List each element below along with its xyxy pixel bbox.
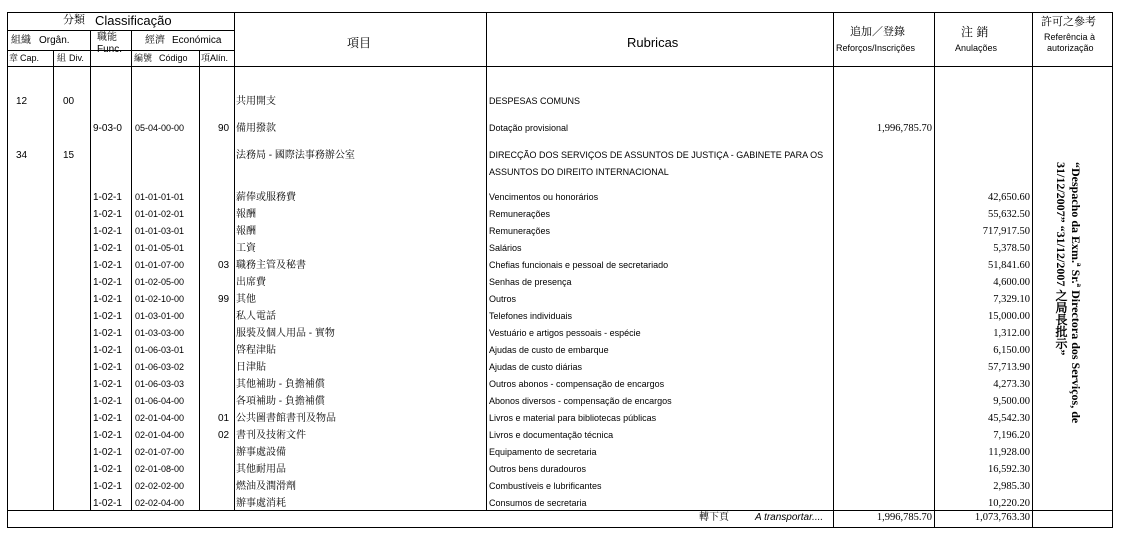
functional-cell: 1-02-1: [93, 362, 122, 373]
table-row: [7, 260, 1113, 274]
table-row: [7, 243, 1113, 257]
table-row: [7, 226, 1113, 240]
item-zh-cell: 各項補助 - 負擔補償: [236, 396, 325, 407]
cancellation-cell: 15,000.00: [988, 311, 1030, 322]
functional-label: Func.: [97, 44, 123, 55]
functional-cell: 1-02-1: [93, 413, 122, 424]
functional-cell: 1-02-1: [93, 260, 122, 271]
carry-forward-zh-label: 轉下頁: [699, 512, 729, 523]
code-cell: 02-02-02-00: [135, 481, 185, 491]
rubrica-cell: Outros abonos - compensação de encargos: [489, 379, 665, 389]
cancellation-cell: 55,632.50: [988, 209, 1030, 220]
item-zh-cell: 辦事處消耗: [236, 498, 286, 509]
reinforcement-cell: 1,996,785.70: [876, 123, 932, 134]
table-row: [7, 447, 1113, 461]
code-cell: 01-01-07-00: [135, 260, 185, 270]
table-row: [7, 167, 1113, 181]
rubricas-header: Rubricas: [627, 35, 679, 50]
functional-cell: 1-02-1: [93, 243, 122, 254]
rubrica-cell: Ajudas de custo de embarque: [489, 345, 609, 355]
code-cell: 05-04-00-00: [135, 123, 185, 133]
functional-cell: 1-02-1: [93, 345, 122, 356]
code-cell: 01-06-04-00: [135, 396, 185, 406]
code-cell: 02-01-08-00: [135, 464, 185, 474]
item-zh-cell: 薪俸或服務費: [236, 192, 296, 203]
functional-cell: 1-02-1: [93, 226, 122, 237]
cancellation-cell: 6,150.00: [993, 345, 1030, 356]
item-zh-cell: 書刊及技術文件: [236, 430, 306, 441]
cancellation-cell: 2,985.30: [993, 481, 1030, 492]
rubrica-cell: Vencimentos ou honorários: [489, 192, 599, 202]
chapter-cell: 34: [16, 150, 28, 161]
code-label: Código: [159, 53, 188, 63]
item-zh-cell: 職務主管及秘書: [236, 260, 306, 271]
code-cell: 01-01-05-01: [135, 243, 185, 253]
table-row: [7, 345, 1113, 359]
cancellation-cell: 16,592.30: [988, 464, 1030, 475]
alinea-cell: 02: [218, 430, 230, 441]
rubrica-cell: Chefias funcionais e pessoal de secretariado: [489, 260, 669, 270]
division-cell: 15: [63, 150, 75, 161]
alinea-cell: 01: [218, 413, 230, 424]
reinforcements-header: Reforços/Inscrições: [836, 43, 916, 53]
rubrica-cell: DIRECÇÃO DOS SERVIÇOS DE ASSUNTOS DE JUSTIÇA - GABINETE PARA OS: [489, 150, 824, 160]
functional-cell: 1-02-1: [93, 277, 122, 288]
authorization-header-line2: autorização: [1047, 43, 1094, 53]
item-zh-cell: 報酬: [236, 226, 256, 237]
table-row: [7, 277, 1113, 291]
items-header: 項目: [347, 36, 372, 50]
alinea-cell: 03: [218, 260, 230, 271]
rubrica-cell: Remunerações: [489, 226, 551, 236]
item-zh-cell: 燃油及潤滑劑: [236, 481, 296, 492]
table-row: [7, 481, 1113, 495]
code-cell: 01-06-03-02: [135, 362, 185, 372]
total-cancellations: 1,073,763.30: [974, 512, 1030, 523]
code-zh-label: 編號: [134, 53, 153, 63]
table-row: [7, 328, 1113, 342]
item-zh-cell: 報酬: [236, 209, 256, 220]
rubrica-cell: Equipamento de secretaria: [489, 447, 597, 457]
chapter-cell: 12: [16, 96, 28, 107]
functional-cell: 1-02-1: [93, 396, 122, 407]
authorization-header-line1: Referência à: [1044, 32, 1096, 42]
organic-zh-label: 組織: [11, 35, 31, 46]
rubrica-cell: DESPESAS COMUNS: [489, 96, 581, 106]
alinea-cell: 99: [218, 294, 230, 305]
rubrica-cell: Salários: [489, 243, 522, 253]
item-zh-cell: 工資: [236, 243, 256, 254]
item-zh-cell: 服裝及個人用品 - 實物: [236, 328, 335, 339]
authorization-reference: “Despacho da Exm.ª Sr.ª Directora dos Serviços, de 31/12/2007” “31/12/2007 之局長批示”: [1054, 162, 1083, 424]
division-zh-label: 組: [57, 53, 67, 63]
item-zh-cell: 公共圖書館書刊及物品: [236, 413, 336, 424]
budget-table: [7, 12, 1113, 528]
rubrica-cell: Dotação provisional: [489, 123, 569, 133]
table-row: [7, 362, 1113, 376]
table-row: [7, 430, 1113, 444]
item-zh-cell: 其他: [236, 294, 256, 305]
economic-zh-label: 經濟: [145, 35, 165, 46]
chapter-zh-label: 章: [9, 53, 19, 63]
code-cell: 01-01-02-01: [135, 209, 185, 219]
functional-cell: 1-02-1: [93, 498, 122, 509]
table-row: [7, 192, 1113, 206]
cancellation-cell: 51,841.60: [988, 260, 1030, 271]
cancellation-cell: 57,713.90: [988, 362, 1030, 373]
functional-cell: 9-03-0: [93, 123, 122, 134]
rubrica-cell: Abonos diversos - compensação de encargos: [489, 396, 672, 406]
code-cell: 02-02-04-00: [135, 498, 185, 508]
cancellation-cell: 45,542.30: [988, 413, 1030, 424]
item-zh-cell: 出席費: [236, 277, 266, 288]
alinea-cell: 90: [218, 123, 230, 134]
table-row: [7, 294, 1113, 308]
classification-label: Classificação: [95, 13, 172, 28]
cancellation-cell: 10,220.20: [988, 498, 1030, 509]
economic-label: Económica: [172, 35, 222, 46]
functional-cell: 1-02-1: [93, 481, 122, 492]
table-row: [7, 464, 1113, 478]
cancellation-cell: 5,378.50: [993, 243, 1030, 254]
rubrica-cell: Outros bens duradouros: [489, 464, 587, 474]
functional-cell: 1-02-1: [93, 328, 122, 339]
alinea-zh-label: 項: [201, 53, 211, 63]
item-zh-cell: 辦事處設備: [236, 447, 286, 458]
cancellation-cell: 4,600.00: [993, 277, 1030, 288]
functional-cell: 1-02-1: [93, 209, 122, 220]
rubrica-cell: Vestuário e artigos pessoais - espécie: [489, 328, 641, 338]
rubrica-cell: Telefones individuais: [489, 311, 573, 321]
rubrica-cell: Senhas de presença: [489, 277, 572, 287]
code-cell: 02-01-04-00: [135, 413, 185, 423]
carry-forward-label: A transportar....: [755, 512, 824, 523]
rubrica-cell: Combustíveis e lubrificantes: [489, 481, 602, 491]
classification-zh-label: 分類: [63, 14, 85, 26]
table-row: [7, 396, 1113, 410]
code-cell: 01-03-01-00: [135, 311, 185, 321]
table-row: [7, 379, 1113, 393]
table-row: [7, 209, 1113, 223]
cancellation-cell: 717,917.50: [982, 226, 1030, 237]
cancellation-cell: 7,196.20: [993, 430, 1030, 441]
item-zh-cell: 啓程津貼: [236, 345, 276, 356]
rubrica-cell: Livros e material para bibliotecas públicas: [489, 413, 657, 423]
chapter-label: Cap.: [20, 53, 40, 63]
alinea-label: Alín.: [210, 53, 229, 63]
item-zh-cell: 法務局 - 國際法事務辦公室: [236, 150, 355, 161]
code-cell: 02-01-04-00: [135, 430, 185, 440]
cancellations-zh-header: 注 銷: [961, 25, 989, 39]
division-label: Div.: [69, 53, 84, 63]
functional-cell: 1-02-1: [93, 464, 122, 475]
total-reinforcements: 1,996,785.70: [876, 512, 932, 523]
cancellations-header: Anulações: [955, 43, 998, 53]
table-row: [7, 96, 1113, 110]
code-cell: 01-01-01-01: [135, 192, 185, 202]
code-cell: 01-03-03-00: [135, 328, 185, 338]
cancellation-cell: 4,273.30: [993, 379, 1030, 390]
functional-zh-label: 職能: [97, 32, 117, 43]
table-row: [7, 413, 1113, 427]
functional-cell: 1-02-1: [93, 192, 122, 203]
item-zh-cell: 其他補助 - 負擔補償: [236, 379, 325, 390]
item-zh-cell: 其他耐用品: [236, 464, 286, 475]
item-zh-cell: 私人電話: [236, 311, 276, 322]
code-cell: 02-01-07-00: [135, 447, 185, 457]
reinforcements-zh-header: 追加／登錄: [850, 26, 905, 38]
cancellation-cell: 42,650.60: [988, 192, 1030, 203]
rubrica-cell: Consumos de secretaria: [489, 498, 587, 508]
rubrica-cell: Ajudas de custo diárias: [489, 362, 583, 372]
table-row: [7, 498, 1113, 512]
table-row: [7, 311, 1113, 325]
organic-label: Orgân.: [39, 35, 70, 46]
rubrica-cell: Remunerações: [489, 209, 551, 219]
cancellation-cell: 1,312.00: [993, 328, 1030, 339]
table-row: [7, 123, 1113, 137]
item-zh-cell: 共用開支: [236, 96, 276, 107]
functional-cell: 1-02-1: [93, 430, 122, 441]
code-cell: 01-02-10-00: [135, 294, 185, 304]
functional-cell: 1-02-1: [93, 447, 122, 458]
item-zh-cell: 日津貼: [236, 362, 266, 373]
rubrica-cell: ASSUNTOS DO DIREITO INTERNACIONAL: [489, 167, 669, 177]
rubrica-cell: Livros e documentação técnica: [489, 430, 614, 440]
division-cell: 00: [63, 96, 75, 107]
cancellation-cell: 7,329.10: [993, 294, 1030, 305]
code-cell: 01-06-03-03: [135, 379, 185, 389]
functional-cell: 1-02-1: [93, 311, 122, 322]
cancellation-cell: 11,928.00: [988, 447, 1030, 458]
authorization-zh-header: 許可之參考: [1041, 16, 1096, 28]
cancellation-cell: 9,500.00: [993, 396, 1030, 407]
functional-cell: 1-02-1: [93, 294, 122, 305]
functional-cell: 1-02-1: [93, 379, 122, 390]
rubrica-cell: Outros: [489, 294, 517, 304]
code-cell: 01-02-05-00: [135, 277, 185, 287]
table-row: [7, 150, 1113, 164]
code-cell: 01-01-03-01: [135, 226, 185, 236]
item-zh-cell: 備用撥款: [236, 123, 276, 134]
code-cell: 01-06-03-01: [135, 345, 185, 355]
